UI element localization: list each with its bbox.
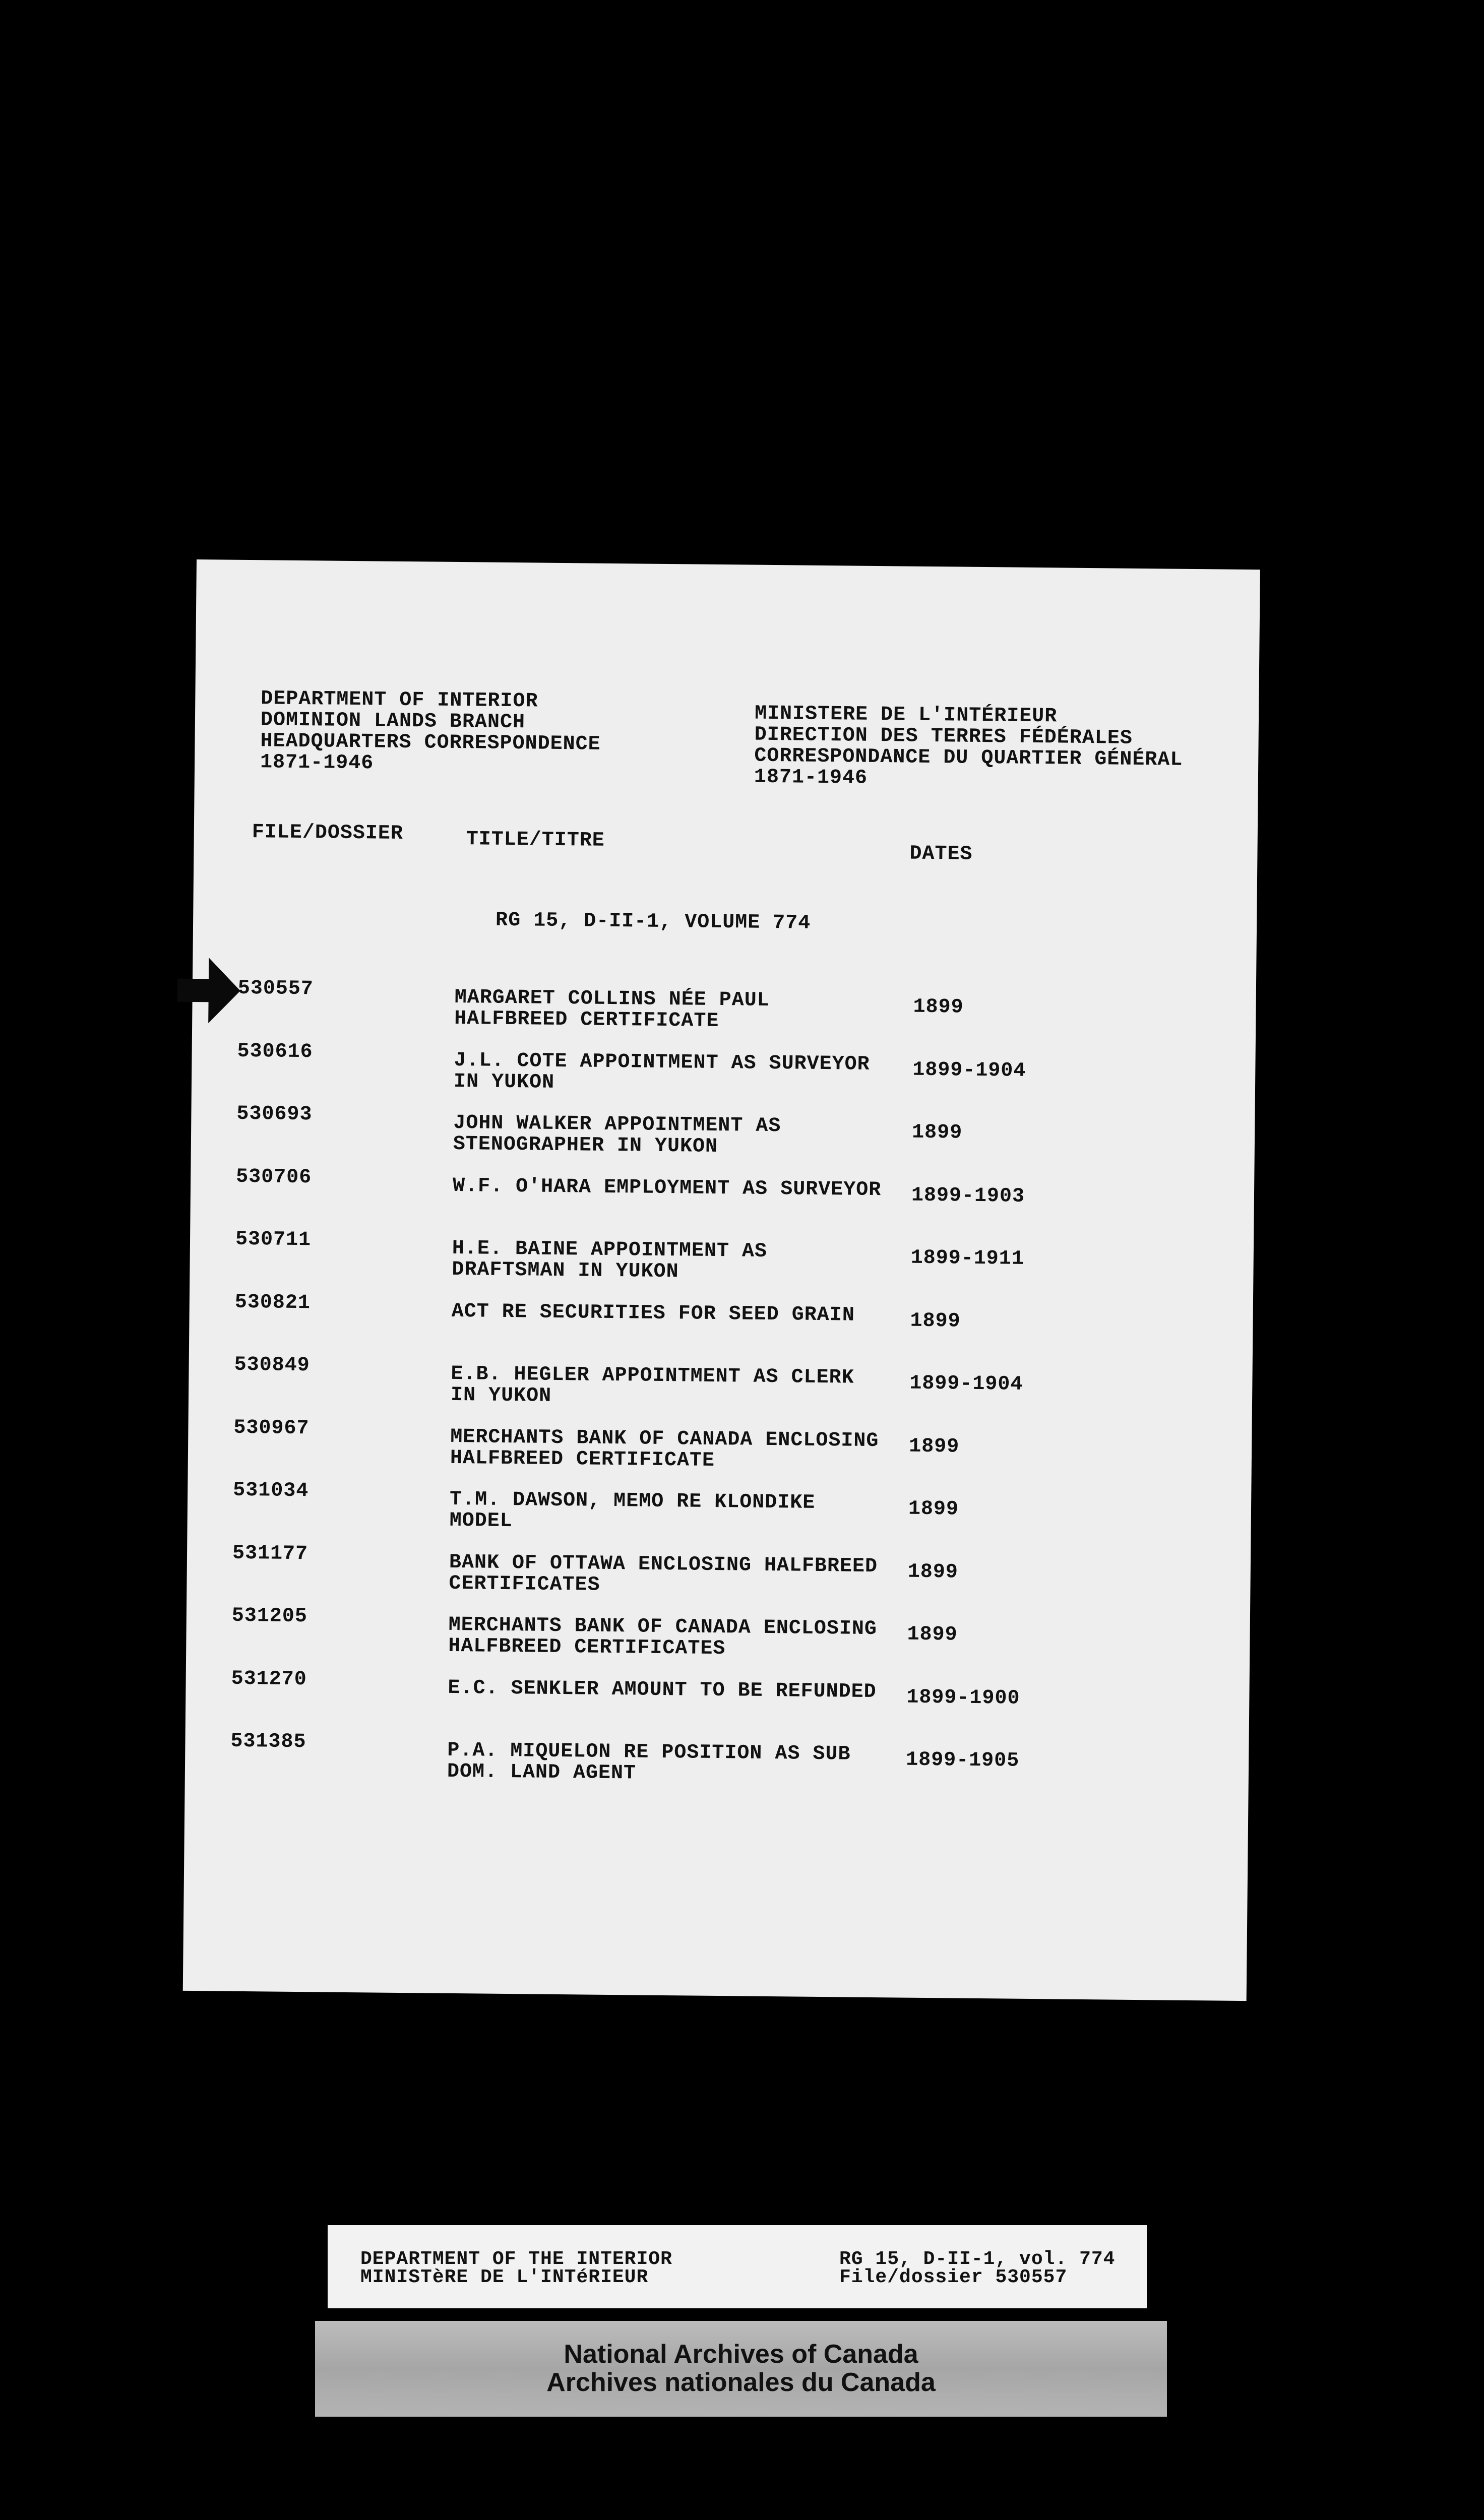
entry-dates: 1899 [911,1121,963,1145]
header-french-line: 1871-1946 [754,766,868,790]
entry-title [450,1426,879,1473]
entry-dates: 1899 [907,1560,959,1584]
header-french-line: DIRECTION DES TERRES FÉDÉRALES [754,723,1133,750]
entry-title-line: JOHN WALKER APPOINTMENT AS [453,1111,781,1138]
entry-row [188,1480,1252,1535]
entry-title [451,1364,854,1410]
entry-title [447,1740,851,1787]
entry-title [452,1238,767,1284]
document-page [183,559,1260,2001]
entry-file-number: 530711 [235,1228,312,1252]
header-english-line: DEPARTMENT OF INTERIOR [261,687,538,713]
entry-dates: 1899-1904 [909,1372,1023,1396]
entry-file-number: 531177 [232,1542,308,1565]
entry-title-line: IN YUKON [450,1383,552,1408]
entry-title [453,1175,882,1201]
entry-dates: 1899-1905 [905,1748,1020,1773]
entry-file-number: 531034 [233,1479,309,1503]
entry-file-number: 530693 [236,1102,313,1126]
entry-row [192,978,1256,1033]
header-english-line: 1871-1946 [260,751,374,775]
entry-title [453,1113,781,1158]
entry-title-line: ACT RE SECURITIES FOR SEED GRAIN [451,1300,855,1327]
volume-reference: RG 15, D-II-1, VOLUME 774 [495,909,811,935]
entry-file-number: 530967 [233,1416,310,1440]
entry-file-number: 530557 [237,977,314,1001]
entry-row [192,1040,1256,1096]
header-english-line: HEADQUARTERS CORRESPONDENCE [260,730,601,756]
entry-dates: 1899 [908,1435,960,1459]
entry-title-line: W.F. O'HARA EMPLOYMENT AS SURVEYOR [452,1174,882,1202]
entry-title-line: E.C. SENKLER AMOUNT TO BE REFUNDED [448,1676,877,1704]
entry-dates: 1899-1903 [911,1184,1025,1208]
entry-row [191,1166,1255,1221]
archive-label [328,2225,1147,2308]
entry-title [450,1489,816,1535]
entry-row [188,1417,1252,1472]
entry-title-line: STENOGRAPHER IN YUKON [453,1132,718,1158]
entry-dates: 1899 [910,1309,961,1333]
entry-row [187,1542,1251,1598]
entry-title-line: BANK OF OTTAWA ENCLOSING HALFBREED [449,1551,878,1578]
entry-file-number: 530706 [236,1165,312,1189]
label-line: DEPARTMENT OF THE INTERIOR [360,2248,672,2270]
header-french-line: MINISTERE DE L'INTÉRIEUR [754,702,1058,728]
entry-title [448,1615,877,1661]
archives-line-french: Archives nationales du Canada [546,2368,936,2397]
header-french-line: CORRESPONDANCE DU QUARTIER GÉNÉRAL [754,744,1183,772]
entry-title-line: J.L. COTE APPOINTMENT AS SURVEYOR [454,1049,870,1076]
entry-title-line: MERCHANTS BANK OF CANADA ENCLOSING [448,1613,878,1641]
entry-file-number: 531270 [231,1667,307,1691]
entry-title-line: MARGARET COLLINS NÉE PAUL [454,986,770,1012]
column-header-dates: DATES [909,842,973,866]
entry-title [454,987,770,1033]
entry-dates: 1899-1904 [912,1058,1026,1083]
entry-file-number: 530821 [234,1291,311,1314]
entry-title-line: T.M. DAWSON, MEMO RE KLONDIKE [449,1488,816,1515]
entry-dates: 1899 [908,1497,959,1521]
header-english-line: DOMINION LANDS BRANCH [260,709,526,734]
entry-row [190,1229,1254,1284]
entry-title-line: H.E. BAINE APPOINTMENT AS [452,1237,768,1263]
entry-title-line: HALFBREED CERTIFICATES [448,1634,726,1661]
entry-title-line: E.B. HEGLER APPOINTMENT AS CLERK [451,1362,854,1390]
column-header-file: FILE/DOSSIER [252,821,404,845]
entry-file-number: 530849 [234,1353,310,1377]
entry-dates: 1899-1911 [910,1246,1025,1271]
archive-label-reference [839,2250,1116,2287]
entry-title [449,1552,878,1598]
entry-title-line: IN YUKON [453,1070,555,1094]
national-archives-banner [315,2321,1167,2417]
entry-title-line: HALFBREED CERTIFICATE [454,1007,719,1033]
entry-title-line: P.A. MIQUELON RE POSITION AS SUB [447,1739,851,1766]
entry-title [451,1301,854,1326]
header-french [754,704,1184,792]
entry-row [185,1731,1249,1786]
label-line: MINISTèRE DE L'INTéRIEUR [360,2266,649,2288]
entry-title-line: DOM. LAND AGENT [447,1760,637,1785]
column-header-title: TITLE/TITRE [466,828,605,852]
header-english [260,688,601,776]
archive-label-department [360,2250,672,2287]
entry-row [186,1668,1250,1723]
entry-dates: 1899-1900 [906,1686,1020,1710]
label-line: File/dossier 530557 [839,2266,1068,2288]
entry-file-number: 530616 [237,1040,313,1063]
entry-title-line: HALFBREED CERTIFICATE [450,1446,715,1472]
entry-title-line: MODEL [449,1509,513,1533]
entry-title-line: MERCHANTS BANK OF CANADA ENCLOSING [450,1425,879,1453]
entry-title-line: DRAFTSMAN IN YUKON [452,1258,679,1284]
label-line: RG 15, D-II-1, vol. 774 [839,2248,1116,2270]
entry-dates: 1899 [907,1623,958,1647]
entry-dates: 1899 [913,995,964,1019]
entry-row [189,1291,1253,1347]
entry-file-number: 531385 [230,1730,306,1754]
entry-row [189,1354,1253,1410]
entry-title [448,1677,877,1703]
entry-row [191,1103,1255,1159]
entry-row [186,1605,1250,1661]
archives-line-english: National Archives of Canada [564,2340,918,2369]
entry-title-line: CERTIFICATES [449,1572,600,1597]
entry-file-number: 531205 [231,1604,308,1628]
entry-title [454,1050,870,1096]
